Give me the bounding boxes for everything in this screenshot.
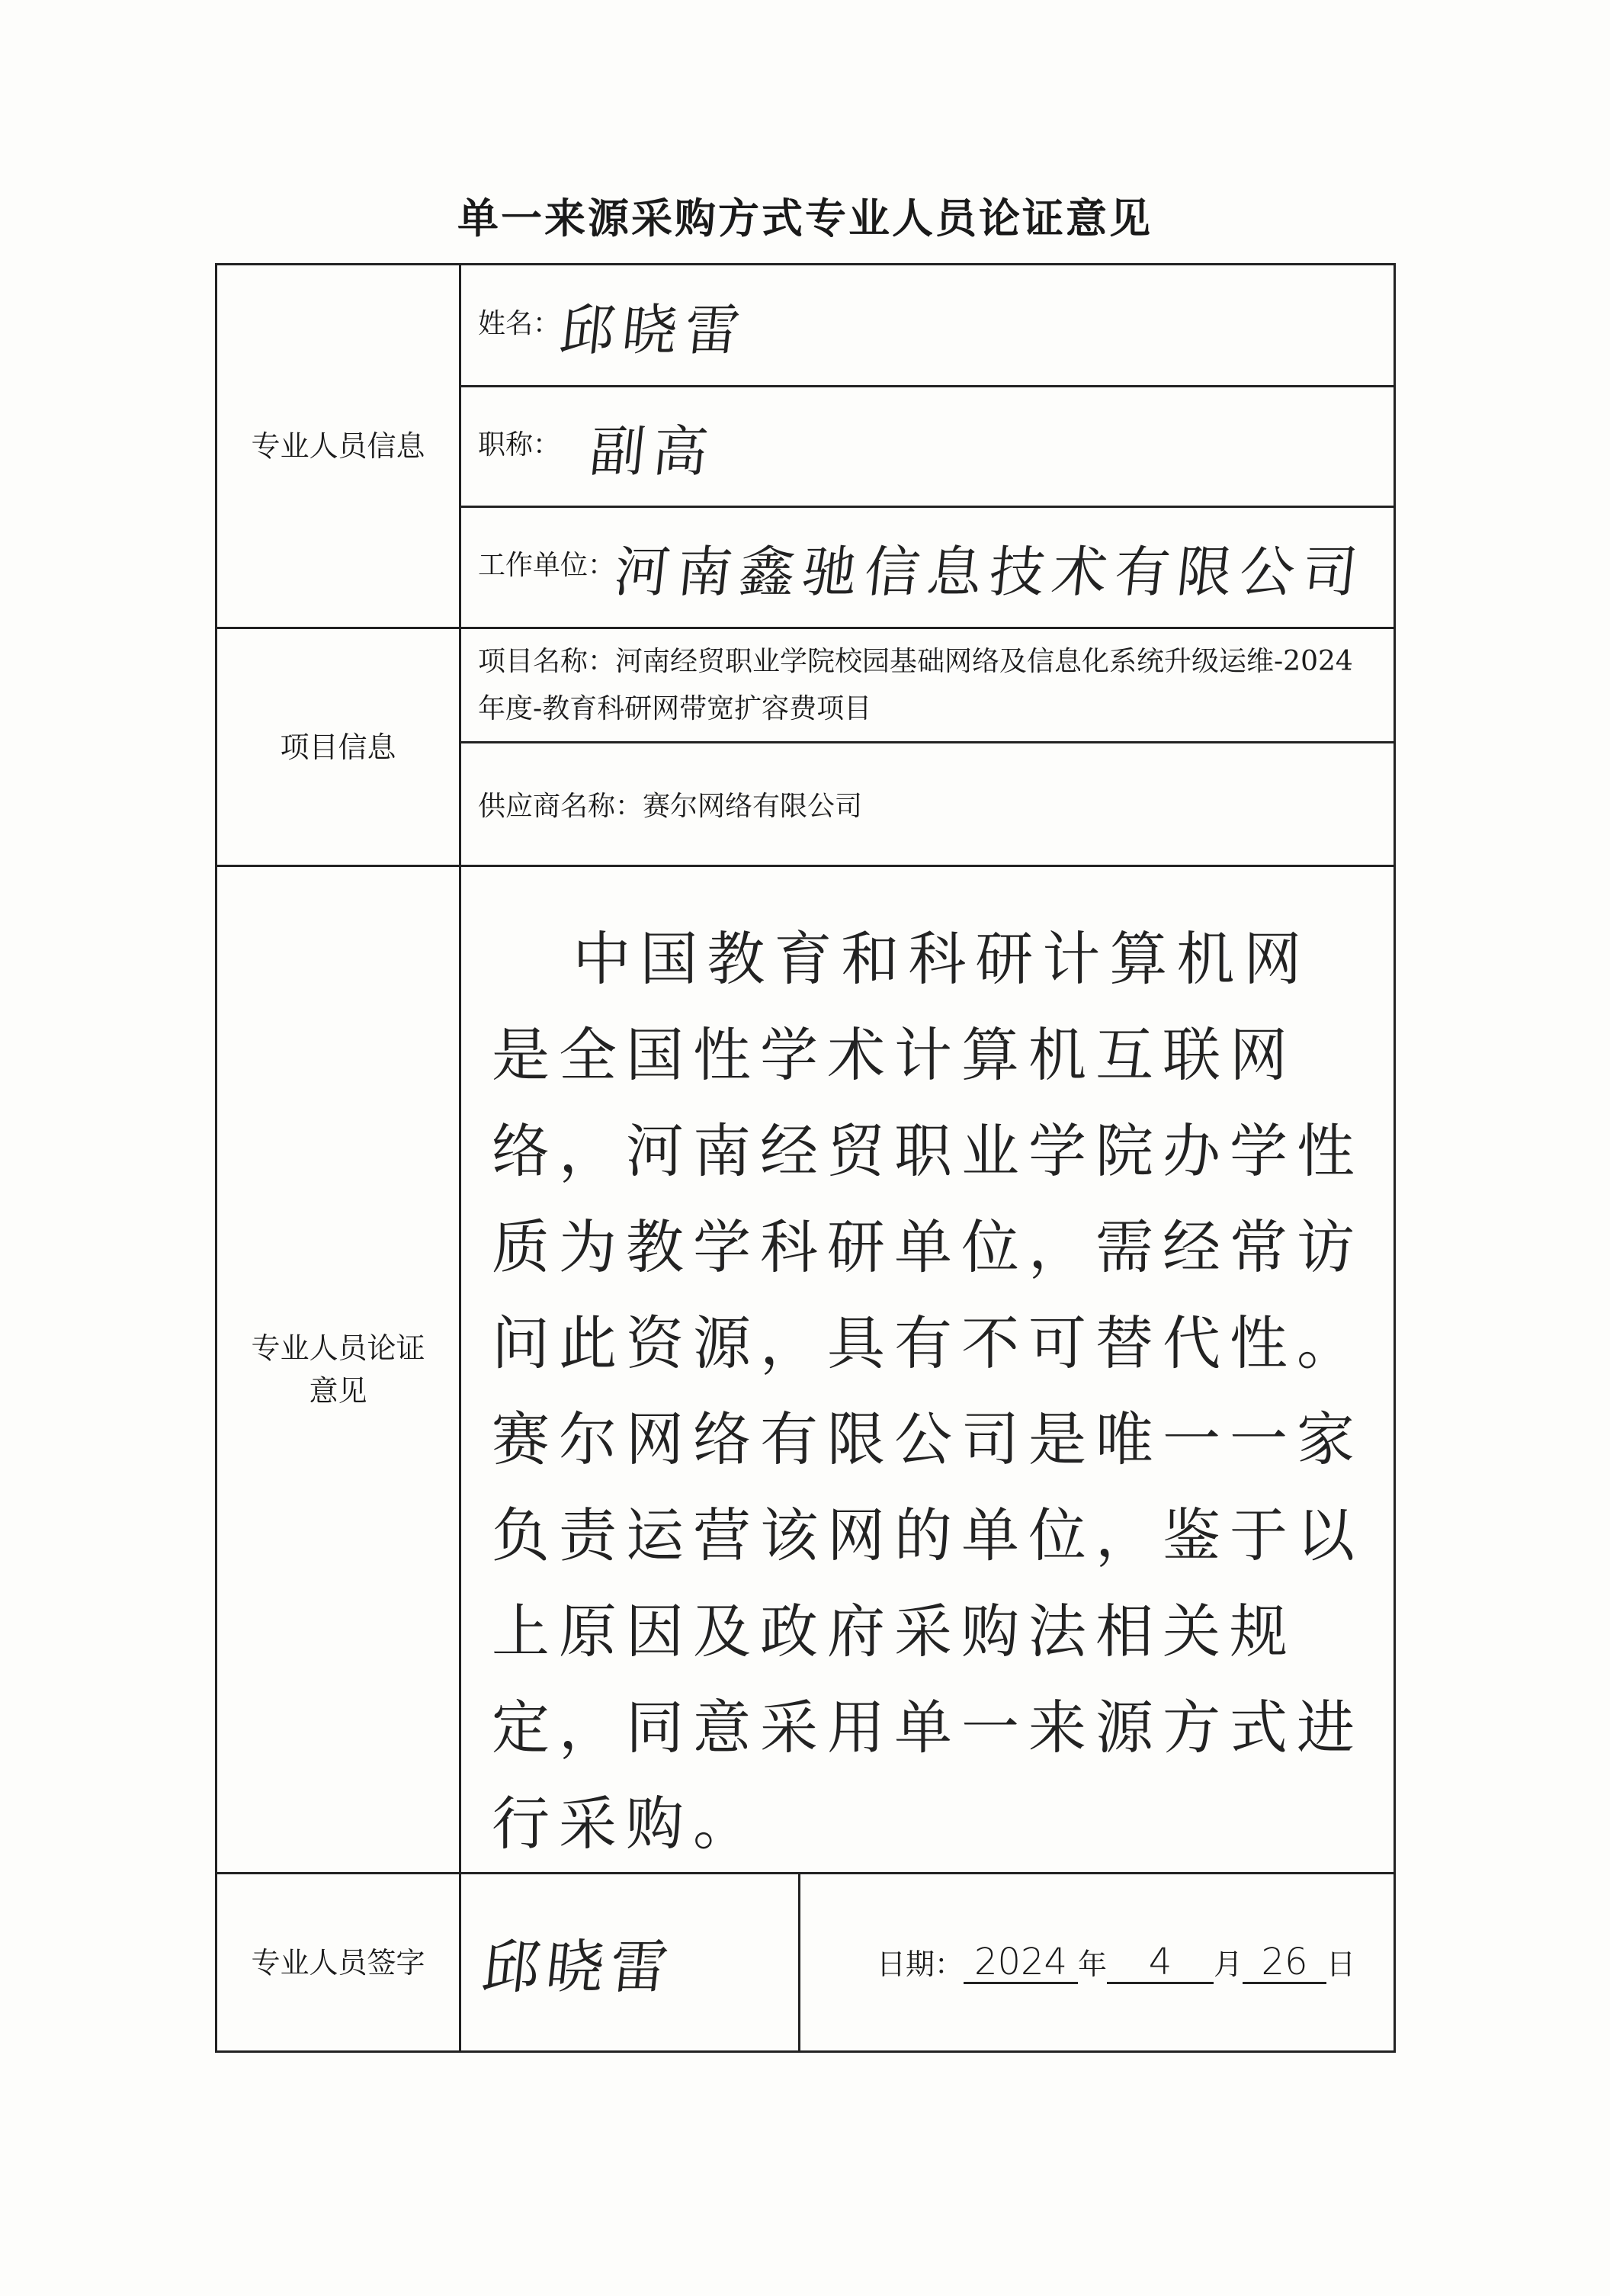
justification-form (215, 263, 1396, 2053)
personnel-info-label: 专业人员信息 (216, 265, 460, 628)
employer-label: 工作单位： (478, 550, 616, 581)
employer-value: 河南鑫驰信息技术有限公司 (611, 540, 1368, 604)
month-unit: 月 (1214, 1948, 1243, 1981)
date-day: 26 (1243, 1942, 1326, 1984)
project-name-value: 河南经贸职业学院校园基础网络及信息化系统升级运维-2024年度-教育科研网带宽扩容费项目 (478, 645, 1353, 724)
opinion-label-text: 专业人员论证意见 (251, 1331, 425, 1408)
name-row (460, 265, 1395, 387)
date-cell (800, 1874, 1395, 2052)
job-title-label: 职称： (478, 429, 561, 461)
signature-cell (460, 1874, 800, 2052)
date-label: 日期： (877, 1948, 964, 1981)
job-title-row (460, 387, 1395, 507)
date-month: 4 (1107, 1942, 1214, 1984)
name-label: 姓名： (478, 307, 561, 339)
supplier-row (460, 743, 1395, 866)
date-year: 2024 (964, 1942, 1078, 1984)
opinion-label (216, 866, 460, 1874)
project-info-label: 项目信息 (216, 628, 460, 866)
opinion-text: 中国教育和科研计算机网是全国性学术计算机互联网络，河南经贸职业学院办学性质为教学科研单位，需经常访问此资源，具有不可替代性。赛尔网络有限公司是唯一一家负责运营该网的单位，鉴于以上原因及政府采购法相关规定，同意采用单一来源方式进行采购。 (460, 866, 1395, 1874)
project-name-row (460, 628, 1395, 743)
year-unit: 年 (1078, 1948, 1108, 1981)
day-unit: 日 (1326, 1948, 1356, 1981)
page-title: 单一来源采购方式专业人员论证意见 (457, 194, 1153, 242)
supplier-label: 供应商名称： (478, 791, 643, 822)
supplier-value: 赛尔网络有限公司 (643, 791, 863, 822)
job-title-value: 副高 (586, 419, 719, 483)
name-value: 邱晓雷 (556, 297, 751, 362)
employer-row (460, 507, 1395, 628)
project-name-label: 项目名称： (478, 645, 616, 677)
signature-label: 专业人员签字 (216, 1874, 460, 2052)
signature-value: 邱晓雷 (478, 1933, 678, 2001)
